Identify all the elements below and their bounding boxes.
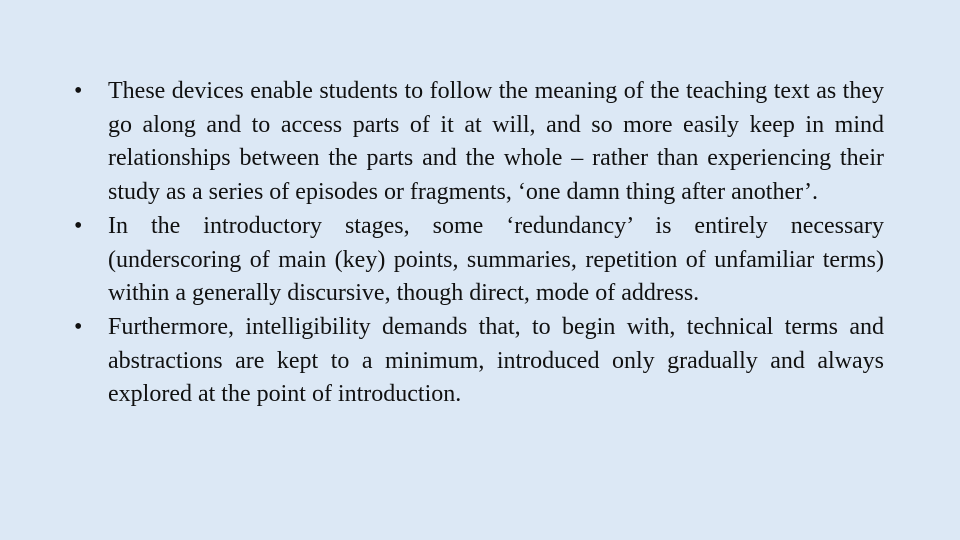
bullet-text: These devices enable students to follow the meaning of the teaching text as they go along and to access parts of it at will, and so more easily keep in mind relationships between the parts and the whole – rather than experiencing their study as a series of episodes or fragments, ‘one damn thing after another’.	[108, 78, 884, 206]
bullet-item	[74, 311, 884, 412]
bullet-text: In the introductory stages, some ‘redundancy’ is entirely necessary (underscoring of main (key) points, summaries, repetition of unfamiliar terms) within a generally discursive, though direct, mode of address.	[108, 212, 884, 307]
bullet-item	[74, 210, 884, 311]
bullet-mark: •	[74, 78, 83, 104]
bullet-text: Furthermore, intelligibility demands that, to begin with, technical terms and abstractions are kept to a minimum, introduced only gradually and always explored at the point of introduction.	[108, 313, 884, 408]
bullet-mark: •	[74, 313, 83, 340]
bullet-item	[74, 75, 884, 210]
bullet-list	[74, 75, 884, 412]
bullet-mark: •	[74, 212, 83, 239]
